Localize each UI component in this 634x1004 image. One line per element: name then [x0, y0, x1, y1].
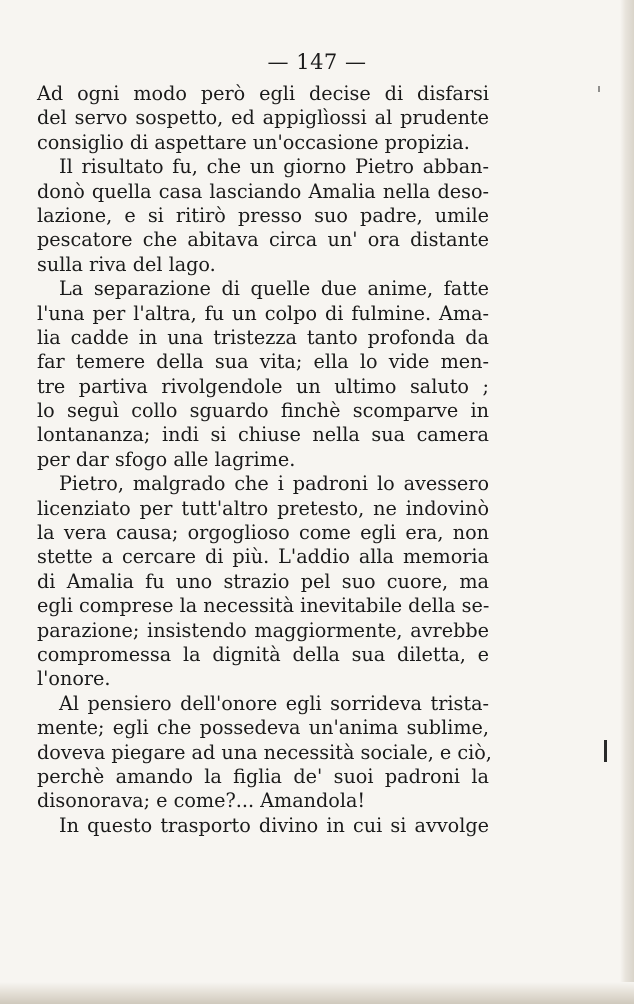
text-line: lazione, e si ritirò presso suo padre, umile — [37, 203, 489, 227]
text-line: pescatore che abitava circa un' ora distante — [37, 228, 489, 252]
text-line: sulla riva del lago. — [37, 252, 216, 276]
text-line: egli comprese la necessità inevitabile della se- — [37, 594, 490, 618]
text-line: stette a cercare di più. L'addio alla memoria — [37, 545, 489, 569]
page-number: — 147 — — [267, 50, 367, 74]
text-line: tre partiva rivolgendole un ultimo saluto ; — [37, 374, 489, 398]
text-line: la vera causa; orgoglioso come egli era, non — [37, 521, 489, 545]
text-line: donò quella casa lasciando Amalia nella deso- — [37, 179, 489, 203]
text-line: lontananza; indi si chiuse nella sua camera — [37, 423, 489, 447]
text-line: disonorava; e come?... Amandola! — [37, 789, 366, 813]
text-line: doveva piegare ad una necessità sociale, e ciò, — [37, 740, 492, 764]
text-line: l'onore. — [37, 667, 111, 691]
text-line: Pietro, malgrado che i padroni lo avessero — [59, 472, 489, 496]
text-line: per dar sfogo alle lagrime. — [37, 447, 296, 471]
text-line: Il risultato fu, che un giorno Pietro abban- — [59, 155, 489, 179]
body-text — [37, 82, 492, 838]
text-line: l'una per l'altra, fu un colpo di fulmine. Ama- — [37, 301, 489, 325]
text-line: In questo trasporto divino in cui si avvolge — [59, 813, 489, 837]
text-line: lo seguì collo sguardo finchè scomparve in — [37, 399, 489, 423]
text-line: Ad ogni modo però egli decise di disfarsi — [37, 82, 489, 105]
text-line: lia cadde in una tristezza tanto profonda da — [37, 325, 489, 349]
text-line: far temere della sua vita; ella lo vide men- — [37, 350, 489, 374]
text-line: di Amalia fu uno strazio pel suo cuore, ma — [37, 569, 489, 593]
text-line: mente; egli che possedeva un'anima sublime, — [37, 716, 489, 740]
scan-speck — [598, 86, 600, 92]
text-line: consiglio di aspettare un'occasione propizia. — [37, 130, 470, 154]
scan-speck — [604, 740, 607, 762]
text-line: licenziato per tutt'altro pretesto, ne indovinò — [37, 496, 489, 520]
text-line: perchè amando la figlia de' suoi padroni la — [37, 764, 489, 788]
text-line: Al pensiero dell'onore egli sorrideva trista- — [59, 691, 489, 715]
page-edge-bottom — [0, 982, 634, 1004]
text-line: La separazione di quelle due anime, fatte — [59, 277, 489, 301]
text-line: del servo sospetto, ed appiglìossi al prudente — [37, 106, 489, 130]
text-line: parazione; insistendo maggiormente, avrebbe — [37, 618, 489, 642]
page-edge-right — [620, 0, 634, 1004]
text-line: compromessa la dignità della sua diletta, e — [37, 642, 489, 666]
